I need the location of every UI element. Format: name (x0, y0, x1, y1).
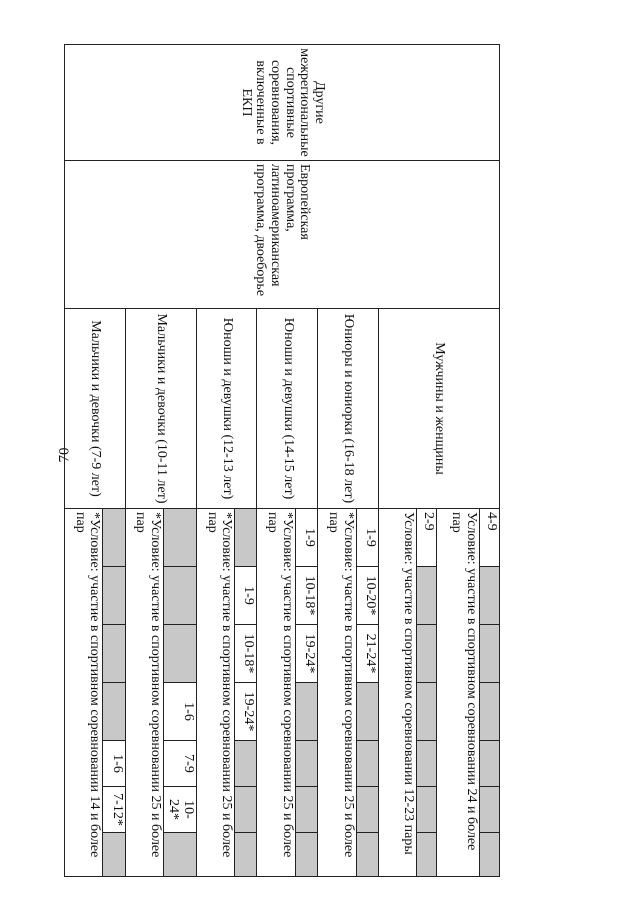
place-cell-empty (356, 787, 378, 833)
place-cell-empty (295, 787, 317, 833)
place-cell-empty (164, 833, 197, 877)
page-number: 70 (56, 447, 73, 463)
place-cell: 21-24* (356, 625, 378, 683)
group-name: Мальчики и девочки (7-9 лет) (65, 309, 126, 509)
place-cell-empty (479, 567, 499, 625)
place-cell-empty (417, 787, 437, 833)
place-cell-empty (356, 683, 378, 741)
place-cell: 7-12* (103, 787, 125, 833)
place-cell-empty (417, 625, 437, 683)
place-cell: 1-9 (295, 509, 317, 567)
category-cell: Другие межрегиональные спортивные соревнования, включенные в ЕКП (65, 45, 500, 161)
place-cell: 1-9 (356, 509, 378, 567)
group-name: Юниоры и юниорки (16-18 лет) (318, 309, 379, 509)
condition-note: *Условие: участие в спортивном соревновании 25 и более пар (318, 509, 356, 877)
place-cell-empty (103, 625, 125, 683)
place-cell-empty (295, 741, 317, 787)
place-cell-empty (479, 683, 499, 741)
place-cell-empty (103, 509, 125, 567)
group-name: Юноши и девушки (12-13 лет) (196, 309, 257, 509)
place-cell: 1-6 (164, 683, 197, 741)
place-cell-empty (479, 625, 499, 683)
place-cell: 1-6 (103, 741, 125, 787)
place-cell-empty (235, 509, 257, 567)
rotated-table-wrapper (64, 44, 500, 876)
group-name: Юноши и девушки (14-15 лет) (257, 309, 318, 509)
condition-note: *Условие: участие в спортивном соревновании 14 и более пар (65, 509, 103, 877)
place-cell-empty (417, 741, 437, 787)
place-cell-empty (164, 567, 197, 625)
condition-note: Условие: участие в спортивном соревновании 24 и более пар (437, 509, 479, 877)
place-cell-empty (164, 625, 197, 683)
place-cell-empty (103, 567, 125, 625)
place-cell: 10-18* (295, 567, 317, 625)
place-cell-empty (164, 509, 197, 567)
place-cell: 19-24* (235, 683, 257, 741)
place-cell: 10-24* (164, 787, 197, 833)
place-cell-empty (479, 833, 499, 877)
condition-note: Условие: участие в спортивном соревновании 12-23 пары (378, 509, 416, 877)
program-cell: Европейская программа, латиноамериканская программа, двоеборье (65, 161, 500, 309)
place-cell-empty (417, 683, 437, 741)
place-cell-empty (356, 833, 378, 877)
place-cell-empty (235, 787, 257, 833)
place-cell-empty (479, 787, 499, 833)
place-cell: 19-24* (295, 625, 317, 683)
place-cell: 10-18* (235, 625, 257, 683)
place-cell-empty (235, 741, 257, 787)
place-cell-empty (479, 741, 499, 787)
place-cell: 10-20* (356, 567, 378, 625)
place-cell-empty (417, 567, 437, 625)
group-name: Мужчины и женщины (378, 309, 499, 509)
condition-note: *Условие: участие в спортивном соревновании 25 и более пар (125, 509, 163, 877)
place-cell: 7-9 (164, 741, 197, 787)
place-cell-empty (235, 833, 257, 877)
place-cell: 2-9 (417, 509, 437, 567)
place-cell-empty (417, 833, 437, 877)
place-cell-empty (356, 741, 378, 787)
condition-note: *Условие: участие в спортивном соревновании 25 и более пар (257, 509, 295, 877)
group-name: Мальчики и девочки (10-11 лет) (125, 309, 196, 509)
place-cell-empty (103, 833, 125, 877)
condition-note: *Условие: участие в спортивном соревновании 25 и более пар (196, 509, 234, 877)
place-cell-empty (295, 683, 317, 741)
competition-table (64, 44, 500, 877)
place-cell-empty (103, 683, 125, 741)
place-cell: 4-9 (479, 509, 499, 567)
place-cell-empty (295, 833, 317, 877)
place-cell: 1-9 (235, 567, 257, 625)
